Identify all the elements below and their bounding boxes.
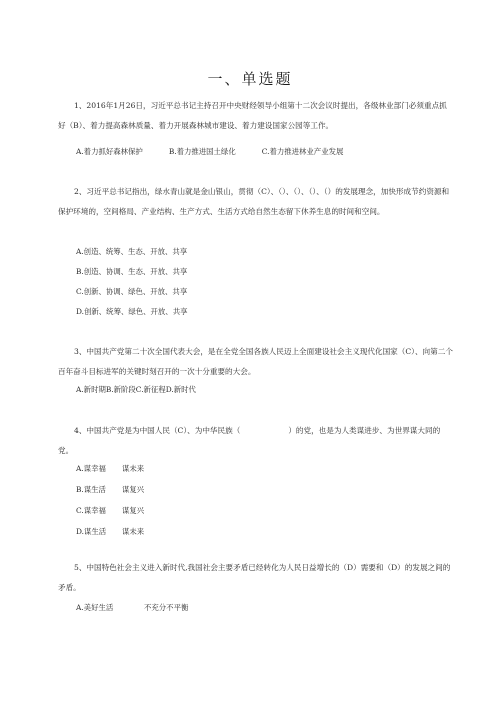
- question-4-text-start: 4、中国共产党是为中国人民（C）、为中华民族（: [74, 426, 241, 435]
- question-4-option-d: [76, 526, 144, 538]
- question-4-option-c-value: 谋复兴: [122, 506, 145, 515]
- question-4-option-a: [76, 463, 144, 475]
- question-5-option-a-value: 不充分不平衡: [144, 603, 189, 612]
- question-5: [58, 558, 454, 598]
- question-5-option-a: [76, 602, 188, 614]
- question-1-option-b: B.着力推进国土绿化: [168, 147, 236, 156]
- question-4-option-a-value: 谋未来: [122, 464, 145, 473]
- question-1-options: [76, 146, 343, 158]
- question-2: [58, 182, 454, 222]
- question-4-option-d-value: 谋未来: [122, 527, 145, 536]
- question-5-option-a-label: A.美好生活: [76, 603, 114, 612]
- question-2-option-d: D.创新、统筹、绿色、开放、共享: [76, 307, 188, 316]
- question-3-option-a: A.新时期B.新阶段C.新征程D.新时代: [76, 385, 196, 394]
- question-4-option-b-label: B.谋生活: [76, 485, 106, 494]
- question-1-option-a: A.着力抓好森林保护: [76, 147, 143, 156]
- question-4-text-end: ）的党，也是为人类谋进步、为世界谋大同的党。: [58, 426, 441, 455]
- question-4-option-b: [76, 484, 144, 496]
- question-2-option-b: B.创造、协调、生态、开放、共享: [76, 267, 188, 276]
- section-title: 一、单选题: [207, 70, 293, 88]
- question-4-option-c-label: C.谋幸福: [76, 506, 106, 515]
- question-4-text: [58, 421, 454, 461]
- question-1: [58, 96, 454, 136]
- question-1-option-c: C.着力推进林业产业发展: [261, 147, 344, 156]
- question-4-option-d-label: D.谋生活: [76, 527, 107, 536]
- question-1-text: 1、2016年1月26日，习近平总书记主持召开中央财经领导小组第十二次会议时提出，各级林业部门必须重点抓好（B）、着力提高森林质量、着力开展森林城市建设、着力建设国家公园等工作。: [58, 101, 447, 130]
- question-2-text: 2、习近平总书记指出，绿水青山就是金山银山，贯彻（C）、（）、（）、（）、（）的发展理念，加快形成节约资源和保护环境的，空间格局、产业结构、生产方式、生活方式给自然生态留下休养生息的时间和空间。: [58, 187, 450, 216]
- question-2-option-a: A.创造、统筹、生态、开放、共享: [76, 247, 188, 256]
- question-5-text: 5、中国特色社会主义进入新时代,我国社会主要矛盾已经转化为人民日益增长的（D）需要和（D）的发展之间的矛盾。: [58, 563, 451, 592]
- question-4-option-b-value: 谋复兴: [122, 485, 145, 494]
- question-4: [58, 421, 454, 461]
- question-4-option-c: [76, 505, 144, 517]
- question-3: [58, 342, 454, 382]
- question-2-option-c: C.创新、协调、绿色、开放、共享: [76, 287, 188, 296]
- question-3-text: 3、中国共产党第二十次全国代表大会，是在全党全国各族人民迈上全面建设社会主义现代化国家（C）、向第二个百年奋斗目标进军的关键时刻召开的一次十分重要的大会。: [58, 347, 453, 376]
- question-4-option-a-label: A.谋幸福: [76, 464, 106, 473]
